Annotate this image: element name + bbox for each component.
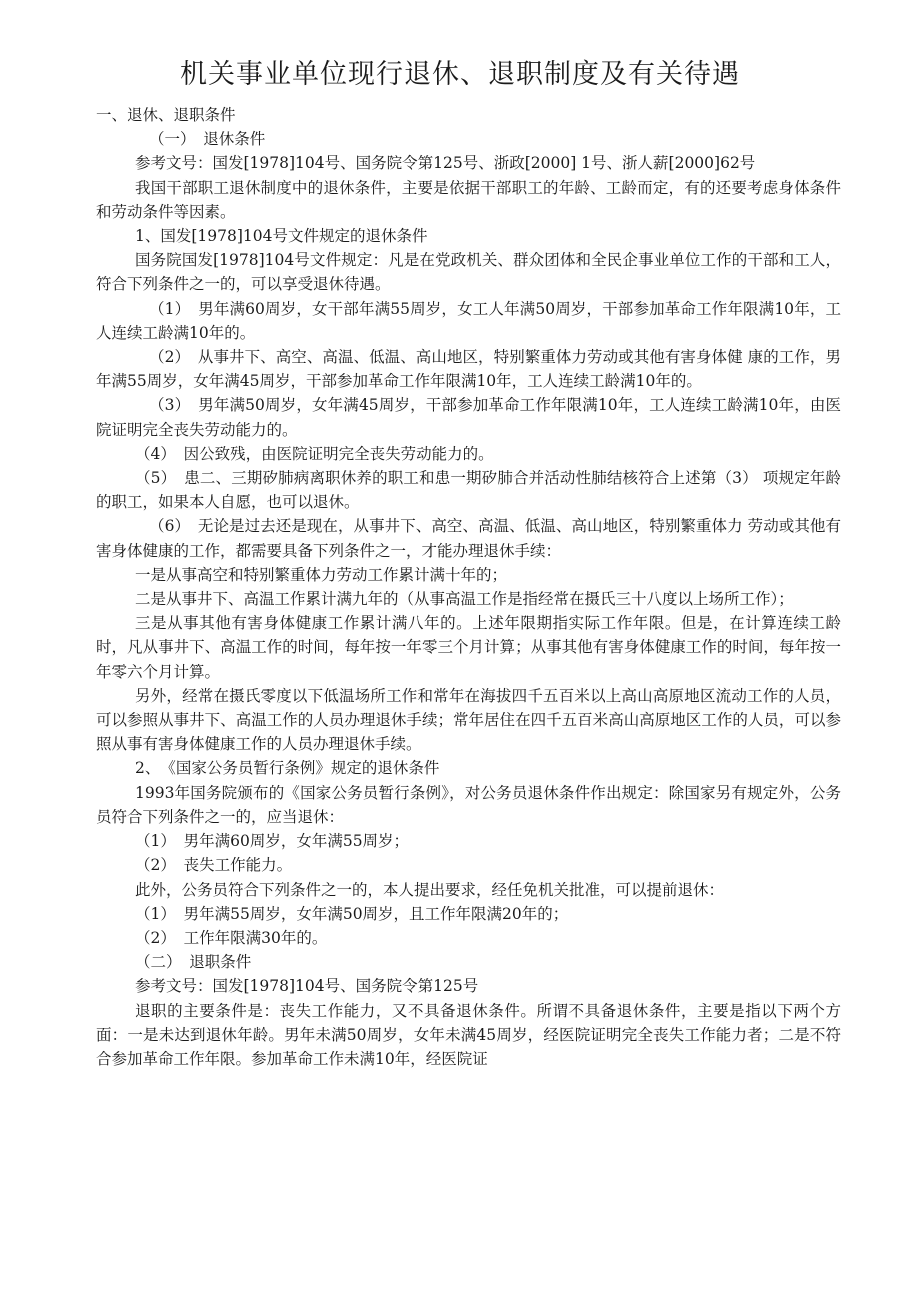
paragraph: 我国干部职工退休制度中的退休条件，主要是依据干部职工的年龄、工龄而定，有的还要考虑身体条件和劳动条件等因素。 [96, 178, 841, 221]
list-item: （3） 男年满50周岁，女年满45周岁，干部参加革命工作年限满10年，工人连续工龄满10年，由医院证明完全丧失劳动能力的。 [96, 396, 841, 439]
paragraph: 另外，经常在摄氏零度以下低温场所工作和常年在海拔四千五百米以上高山高原地区流动工作的人员，可以参照从事井下、高温工作的人员办理退休手续；常年居住在四千五百米高山高原地区工作的人员，可以参照从事有害身体健康工作的人员办理退休手续。 [96, 686, 841, 754]
list-item: （1） 男年满60周岁，女干部年满55周岁，女工人年满50周岁，干部参加革命工作年限满10年，工人连续工龄满10年的。 [96, 299, 841, 342]
list-item: （5） 患二、三期矽肺病离职休养的职工和患一期矽肺合并活动性肺结核符合上述第（3） 项规定年龄的职工，如果本人自愿，也可以退休。 [96, 469, 841, 512]
item-heading: 1、国发[1978]104号文件规定的退休条件 [135, 227, 428, 246]
paragraph: 退职的主要条件是：丧失工作能力，又不具备退休条件。所谓不具备退休条件，主要是指以下两个方面：一是未达到退休年龄。男年未满50周岁，女年未满45周岁，经医院证明完全丧失工作能力者；二是不符合参加革命工作年限。参加革命工作未满10年，经医院证 [96, 1001, 841, 1068]
list-item: （6） 无论是过去还是现在，从事井下、高空、高温、低温、高山地区，特别繁重体力 劳动或其他有害身体健康的工作，都需要具备下列条件之一，才能办理退休手续： [96, 517, 841, 560]
paragraph: 三是从事其他有害身体健康工作累计满八年的。上述年限期指实际工作年限。但是，在计算连续工龄时，凡从事井下、高温工作的时间，每年按一年零三个月计算；从事其他有害身体健康工作的时间，每年按一年零六个月计算。 [96, 614, 841, 681]
paragraph: 国务院国发[1978]104号文件规定：凡是在党政机关、群众团体和全民企事业单位工作的干部和工人，符合下列条件之一的，可以享受退休待遇。 [96, 251, 841, 294]
document-title: 机关事业单位现行退休、退职制度及有关待遇 [180, 59, 740, 90]
section-heading: 一、退休、退职条件 [96, 106, 236, 124]
list-item: （1） 男年满55周岁，女年满50周岁，且工作年限满20年的； [135, 904, 569, 923]
paragraph: 一是从事高空和特别繁重体力劳动工作累计满十年的； [135, 565, 508, 584]
subsection-heading: （二） 退职条件 [135, 953, 252, 972]
list-item: （2） 从事井下、高空、高温、低温、高山地区，特别繁重体力劳动或其他有害身体健 康的工作，男年满55周岁，女年满45周岁，干部参加革命工作年限满10年，工人连续工龄满10年的。 [96, 348, 841, 391]
reference-line: 参考文号：国发[1978]104号、国务院令第125号、浙政[2000] 1号、浙人薪[2000]62号 [135, 154, 756, 173]
list-item: （4） 因公致残，由医院证明完全丧失劳动能力的。 [135, 444, 494, 463]
paragraph: 二是从事井下、高温工作累计满九年的（从事高温工作是指经常在摄氏三十八度以上场所工作）； [135, 590, 794, 609]
document-body [96, 103, 841, 1071]
list-item: （2） 丧失工作能力。 [135, 856, 293, 875]
subsection-heading: （一） 退休条件 [149, 130, 266, 149]
paragraph: 此外，公务员符合下列条件之一的，本人提出要求，经任免机关批准，可以提前退休： [135, 880, 725, 899]
list-item: （2） 工作年限满30年的。 [135, 928, 328, 947]
item-heading: 2、 《国家公务员暂行条例》规定的退休条件 [135, 759, 440, 778]
list-item: （1） 男年满60周岁，女年满55周岁； [135, 832, 410, 851]
reference-line: 参考文号：国发[1978]104号、国务院令第125号 [135, 977, 479, 996]
paragraph: 1993年国务院颁布的《国家公务员暂行条例》，对公务员退休条件作出规定：除国家另有规定外，公务员符合下列条件之一的，应当退休： [96, 783, 841, 826]
